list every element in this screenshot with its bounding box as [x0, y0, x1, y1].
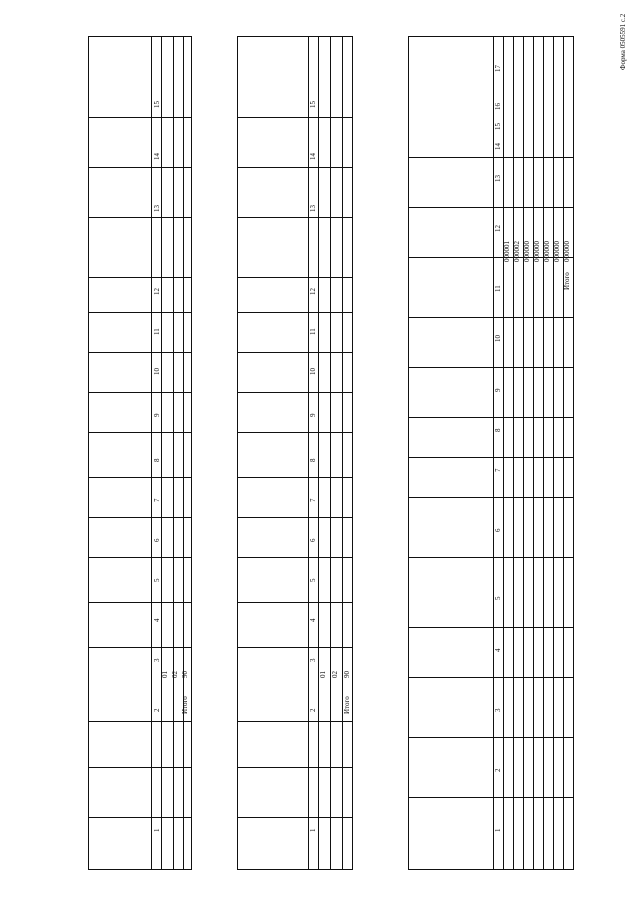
column-number: 9: [494, 388, 502, 392]
row-code: 01: [319, 671, 327, 678]
row-code: 90: [181, 671, 189, 678]
column-number: 1: [494, 828, 502, 832]
column-number: 7: [153, 498, 161, 502]
column-number: 9: [309, 413, 317, 417]
total-label: Итого: [343, 696, 351, 714]
row-code: 90: [343, 671, 351, 678]
column-number: 10: [153, 368, 161, 375]
column-number: 14: [309, 153, 317, 160]
column-number: 12: [153, 288, 161, 295]
total-label: Итого: [181, 696, 189, 714]
column-number: 4: [494, 648, 502, 652]
column-number: 12: [309, 288, 317, 295]
column-number: 15: [153, 101, 161, 108]
column-number: 2: [309, 708, 317, 712]
form-reference: Форма 0505591 с.2: [619, 13, 627, 70]
column-number: 11: [309, 328, 317, 335]
column-number: 11: [153, 328, 161, 335]
column-number: 3: [153, 658, 161, 662]
column-number: 2: [494, 768, 502, 772]
column-number: 6: [153, 538, 161, 542]
column-number: 5: [494, 596, 502, 600]
row-code: 02: [331, 671, 339, 678]
column-number: 4: [153, 618, 161, 622]
column-number: 15: [494, 123, 502, 130]
table-section-5: [408, 36, 574, 870]
row-code: 000000: [553, 241, 561, 262]
column-number: 13: [309, 205, 317, 212]
row-code: 000000: [563, 241, 571, 262]
total-label: Итого: [563, 272, 571, 290]
column-number: 10: [309, 368, 317, 375]
row-code: 000002: [513, 241, 521, 262]
column-number: 13: [494, 175, 502, 182]
row-code: 000000: [523, 241, 531, 262]
column-number: 10: [494, 335, 502, 342]
column-number: 11: [494, 285, 502, 292]
column-number: 2: [153, 708, 161, 712]
table-section-4: [237, 36, 353, 870]
row-code: 02: [171, 671, 179, 678]
column-number: 7: [494, 468, 502, 472]
column-number: 13: [153, 205, 161, 212]
column-number: 8: [309, 458, 317, 462]
column-number: 8: [494, 428, 502, 432]
column-number: 15: [309, 101, 317, 108]
column-number: 1: [153, 828, 161, 832]
column-number: 6: [494, 528, 502, 532]
row-code: 000001: [503, 241, 511, 262]
row-code: 000000: [543, 241, 551, 262]
column-number: 3: [494, 708, 502, 712]
column-number: 3: [309, 658, 317, 662]
column-number: 6: [309, 538, 317, 542]
column-number: 14: [153, 153, 161, 160]
table-section-3: [88, 36, 192, 870]
column-number: 12: [494, 225, 502, 232]
column-number: 5: [153, 578, 161, 582]
column-number: 14: [494, 143, 502, 150]
row-code: 01: [161, 671, 169, 678]
column-number: 5: [309, 578, 317, 582]
column-number: 16: [494, 103, 502, 110]
column-number: 1: [309, 828, 317, 832]
column-number: 9: [153, 413, 161, 417]
column-number: 7: [309, 498, 317, 502]
row-code: 000000: [533, 241, 541, 262]
column-number: 8: [153, 458, 161, 462]
column-number: 4: [309, 618, 317, 622]
column-number: 17: [494, 65, 502, 72]
